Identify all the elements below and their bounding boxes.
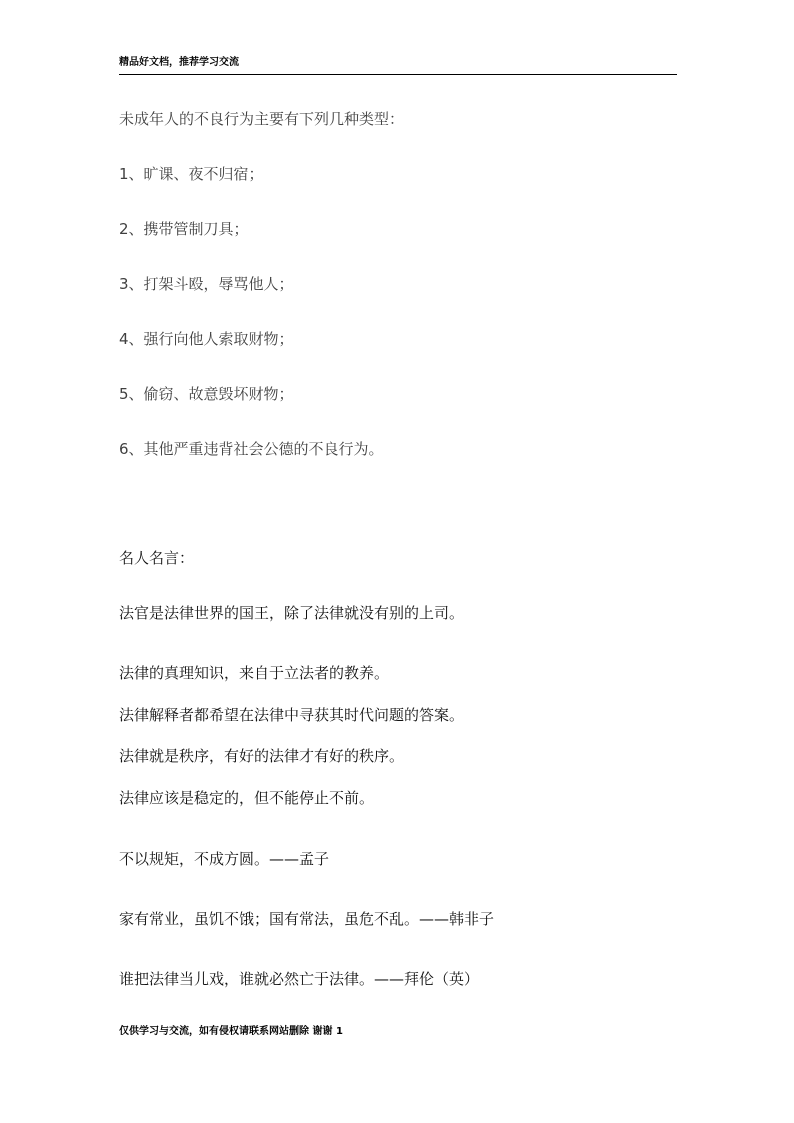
list-item: 5、偷窃、故意毁坏财物； — [119, 385, 294, 403]
quote-line: 法律应该是稳定的，但不能停止不前。 — [119, 789, 375, 807]
quote-line: 法官是法律世界的国王，除了法律就没有别的上司。 — [119, 604, 465, 622]
list-item: 4、强行向他人索取财物； — [119, 330, 294, 348]
intro-text: 未成年人的不良行为主要有下列几种类型： — [119, 110, 405, 128]
quote-line: 法律的真理知识，来自于立法者的教养。 — [119, 664, 390, 682]
list-item: 2、携带管制刀具； — [119, 220, 249, 238]
quote-line: 法律就是秩序，有好的法律才有好的秩序。 — [119, 747, 405, 765]
quote-line: 谁把法律当儿戏，谁就必然亡于法律。——拜伦（英） — [119, 970, 480, 988]
page-header — [119, 55, 677, 75]
quote-line: 法律解释者都希望在法律中寻获其时代问题的答案。 — [119, 706, 465, 724]
quotes-heading: 名人名言： — [119, 549, 195, 567]
list-item: 6、其他严重违背社会公德的不良行为。 — [119, 440, 384, 458]
quote-line: 家有常业，虽饥不饿；国有常法，虽危不乱。——韩非子 — [119, 910, 495, 928]
page-footer: 仅供学习与交流，如有侵权请联系网站删除 谢谢 1 — [119, 1026, 343, 1037]
header-text: 精品好文档，推荐学习交流 — [119, 57, 239, 68]
list-item: 1、旷课、夜不归宿； — [119, 165, 264, 183]
quote-line: 不以规矩，不成方圆。——孟子 — [119, 850, 330, 868]
list-item: 3、打架斗殴，辱骂他人； — [119, 275, 294, 293]
